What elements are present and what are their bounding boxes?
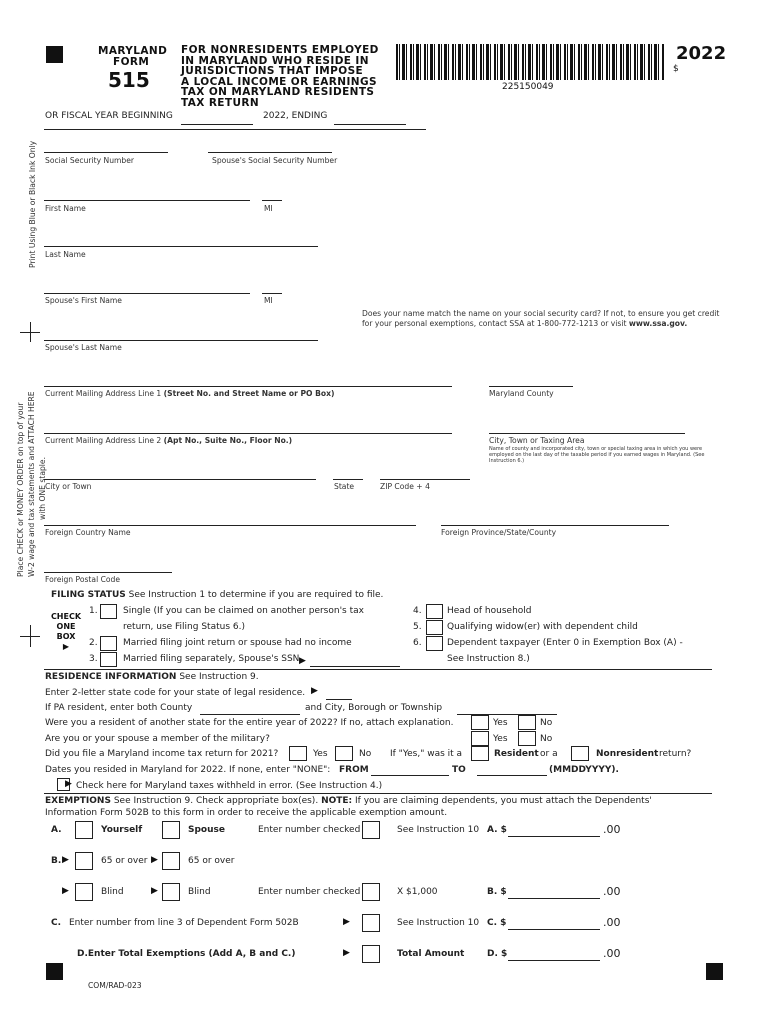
military-no-checkbox[interactable] xyxy=(518,731,536,746)
ssn-label: Social Security Number xyxy=(45,156,135,165)
form-code: COM/RAD-023 xyxy=(88,981,142,990)
filing-status-5-checkbox[interactable] xyxy=(426,620,443,635)
amount-c-cents: .00 xyxy=(603,916,621,929)
section-divider xyxy=(44,669,712,670)
section-divider xyxy=(44,793,712,794)
filing-2-label: Married filing joint return or spouse had no income xyxy=(123,638,352,648)
city-field[interactable] xyxy=(44,479,316,480)
ssa-website: www.ssa.gov. xyxy=(628,319,688,328)
barcode-number: 225150049 xyxy=(502,82,554,92)
last-name-field[interactable] xyxy=(44,246,318,247)
exemption-b-label: B. xyxy=(51,856,62,866)
times-1000-label: X $1,000 xyxy=(397,887,438,897)
form-title xyxy=(181,45,379,108)
crop-mark xyxy=(20,636,40,637)
military-yes-checkbox[interactable] xyxy=(471,731,489,746)
prior-return-yes-checkbox[interactable] xyxy=(289,746,307,761)
foreign-country-label: Foreign Country Name xyxy=(45,528,131,537)
filing-status-1-checkbox[interactable] xyxy=(100,604,117,619)
enter-number-checked-b: Enter number checked xyxy=(258,887,361,897)
filing-status-header xyxy=(51,590,383,600)
check-one-box-note xyxy=(50,612,82,652)
amount-a-cents: .00 xyxy=(603,823,621,836)
spouse-first-name-field[interactable] xyxy=(44,293,250,294)
arrow-icon: ▶ xyxy=(151,886,158,896)
check-note-2: W-2 wage and tax statements and ATTACH HERE xyxy=(27,391,36,577)
title-line: JURISDICTIONS THAT IMPOSE xyxy=(181,65,364,77)
other-state-yes-label: Yes xyxy=(493,718,508,728)
check-note-1: Place CHECK or MONEY ORDER on top of your xyxy=(16,402,25,577)
residence-title: RESIDENCE INFORMATION xyxy=(45,672,177,682)
registration-mark-bottom-left xyxy=(46,963,63,980)
filing-5-number: 5. xyxy=(413,622,422,632)
yourself-label: Yourself xyxy=(101,825,143,835)
city-label: City or Town xyxy=(45,482,92,491)
filing-4-number: 4. xyxy=(413,606,422,616)
check-word: CHECK xyxy=(50,612,82,621)
from-date-field[interactable] xyxy=(371,775,449,776)
nonresident-label: Nonresident xyxy=(596,749,659,759)
exemptions-instruction: See Instruction 9. Check appropriate box(es). xyxy=(113,796,319,806)
amount-d-field[interactable] xyxy=(508,960,600,961)
arrow-icon: ▶ xyxy=(65,779,72,789)
spouse-last-name-label: Spouse's Last Name xyxy=(45,343,122,352)
check-word: BOX xyxy=(56,632,76,641)
spouse-first-name-label: Spouse's First Name xyxy=(45,296,122,305)
exemptions-header xyxy=(45,796,652,806)
first-name-field[interactable] xyxy=(44,200,250,201)
withheld-error-label: Check here for Maryland taxes withheld in error. (See Instruction 4.) xyxy=(76,781,383,791)
title-line: A LOCAL INCOME OR EARNINGS xyxy=(181,75,377,88)
spouse-blind-checkbox[interactable] xyxy=(162,883,180,901)
address-line-2-hint: (Apt No., Suite No., Floor No.) xyxy=(163,436,293,445)
amount-b-field[interactable] xyxy=(508,898,600,899)
self-65-checkbox[interactable] xyxy=(75,852,93,870)
residence-instruction: See Instruction 9. xyxy=(179,672,259,682)
city-taxing-area-label: City, Town or Taxing Area xyxy=(489,436,585,445)
resident-label: Resident xyxy=(494,749,539,759)
ssa-note xyxy=(362,309,719,329)
county-note-line: Name of county and incorporated city, town or special taxing area in which you were xyxy=(489,446,703,452)
registration-mark-bottom-right xyxy=(706,963,723,980)
dependents-label: Enter number from line 3 of Dependent Form 502B xyxy=(69,918,299,928)
arrow-icon: ▶ xyxy=(299,656,306,666)
ending-label: 2022, ENDING xyxy=(263,111,328,121)
to-label: TO xyxy=(452,765,466,775)
crop-mark xyxy=(20,332,40,333)
spouse-checkbox[interactable] xyxy=(162,821,180,839)
self-65-label: 65 or over xyxy=(101,856,148,866)
foreign-postal-field[interactable] xyxy=(44,572,172,573)
check-note-3: with ONE staple. xyxy=(38,457,47,520)
military-yes-label: Yes xyxy=(493,734,508,744)
date-format-label: (MMDDYYYY). xyxy=(549,765,619,775)
spouse-ssn-label: Spouse's Social Security Number xyxy=(212,156,338,165)
filing-5-label: Qualifying widow(er) with dependent child xyxy=(447,622,638,632)
title-line: IN MARYLAND WHO RESIDE IN xyxy=(181,54,369,67)
foreign-postal-label: Foreign Postal Code xyxy=(45,575,121,584)
city-taxing-area-field[interactable] xyxy=(489,433,685,434)
total-exemptions-label: D.Enter Total Exemptions (Add A, B and C.) xyxy=(77,949,296,959)
county-note xyxy=(489,446,704,464)
ink-note: Print Using Blue or Black Ink Only xyxy=(28,140,37,268)
first-name-label: First Name xyxy=(45,204,86,213)
spouse-65-label: 65 or over xyxy=(188,856,235,866)
exemptions-note-label: NOTE: xyxy=(321,796,353,806)
nonresident-checkbox[interactable] xyxy=(571,746,589,761)
spouse-last-name-field[interactable] xyxy=(44,340,318,341)
address-line-1-text: Current Mailing Address Line 1 xyxy=(45,389,162,398)
filing-status-instruction: See Instruction 1 to determine if you are required to file. xyxy=(128,590,384,600)
other-state-no-checkbox[interactable] xyxy=(518,715,536,730)
address-line-2-label xyxy=(45,436,292,445)
amount-d-cents: .00 xyxy=(603,947,621,960)
county-note-line: Instruction 6.) xyxy=(489,458,525,464)
arrow-icon: ▶ xyxy=(343,917,350,927)
self-blind-checkbox[interactable] xyxy=(75,883,93,901)
address-line-2-text: Current Mailing Address Line 2 xyxy=(45,436,162,445)
check-word: ONE xyxy=(56,622,76,631)
state-code-question: Enter 2-letter state code for your state of legal residence. xyxy=(45,688,306,698)
title-line: TAX RETURN xyxy=(181,96,260,109)
amount-c-label: C. $ xyxy=(487,918,507,928)
arrow-icon: ▶ xyxy=(62,642,70,651)
header-rule xyxy=(44,129,426,130)
zip-label: ZIP Code + 4 xyxy=(380,482,430,491)
count-c-field[interactable] xyxy=(362,914,380,932)
county-note-line: employed on the last day of the taxable period if you earned wages in Maryland. (See xyxy=(489,452,705,458)
fiscal-year-label: OR FISCAL YEAR BEGINNING xyxy=(45,111,173,121)
spouse-mi-label: MI xyxy=(264,296,273,305)
other-state-no-label: No xyxy=(540,718,553,728)
spouse-ssn-separate-field[interactable] xyxy=(310,666,400,667)
state-code-field[interactable] xyxy=(326,699,352,700)
filing-3-number: 3. xyxy=(89,654,98,664)
enter-number-checked-a: Enter number checked xyxy=(258,825,361,835)
ssa-note-line: for your personal exemptions, contact SSA at 1-800-772-1213 or visit xyxy=(362,319,627,328)
address-line-1-label xyxy=(45,389,335,398)
residence-header xyxy=(45,672,259,682)
exemptions-note-cont: Information Form 502B to this form in order to receive the applicable exemption amount. xyxy=(45,808,448,818)
self-blind-label: Blind xyxy=(101,887,124,897)
state-field[interactable] xyxy=(333,479,363,480)
address-line-2-field[interactable] xyxy=(44,433,452,434)
arrow-icon: ▶ xyxy=(151,855,158,865)
address-line-1-hint: (Street No. and Street Name or PO Box) xyxy=(163,389,335,398)
count-d-field[interactable] xyxy=(362,945,380,963)
fiscal-end-line[interactable] xyxy=(334,124,406,125)
filing-1-label-cont: return, use Filing Status 6.) xyxy=(123,622,245,632)
foreign-province-field[interactable] xyxy=(441,525,669,526)
filing-3-label: Married filing separately, Spouse's SSN xyxy=(123,654,300,664)
resident-checkbox[interactable] xyxy=(471,746,489,761)
filing-2-number: 2. xyxy=(89,638,98,648)
amount-d-label: D. $ xyxy=(487,949,508,959)
see-instruction-10-a: See Instruction 10 xyxy=(397,825,480,835)
spouse-mi-field[interactable] xyxy=(262,293,282,294)
amount-a-label: A. $ xyxy=(487,825,507,835)
spouse-label: Spouse xyxy=(188,825,225,835)
exemptions-title: EXEMPTIONS xyxy=(45,796,111,806)
foreign-province-label: Foreign Province/State/County xyxy=(441,528,557,537)
exemption-a-label: A. xyxy=(51,825,62,835)
barcode xyxy=(396,44,664,80)
dates-resided-question: Dates you resided in Maryland for 2022. If none, enter "NONE": xyxy=(45,765,331,775)
state-name: MARYLAND xyxy=(98,45,168,57)
amount-c-field[interactable] xyxy=(508,929,600,930)
filing-4-label: Head of household xyxy=(447,606,532,616)
military-question: Are you or your spouse a member of the military? xyxy=(45,734,270,744)
title-line: FOR NONRESIDENTS EMPLOYED xyxy=(181,44,379,56)
other-state-question: Were you a resident of another state for the entire year of 2022? If no, attach explanation. xyxy=(45,718,454,728)
foreign-country-field[interactable] xyxy=(44,525,416,526)
spouse-blind-label: Blind xyxy=(188,887,211,897)
last-name-label: Last Name xyxy=(45,250,86,259)
mi-field[interactable] xyxy=(262,200,282,201)
spouse-65-checkbox[interactable] xyxy=(162,852,180,870)
arrow-icon: ▶ xyxy=(62,855,69,865)
pa-county-question: If PA resident, enter both County xyxy=(45,703,193,713)
pa-county-field[interactable] xyxy=(200,714,300,715)
amount-a-field[interactable] xyxy=(508,836,600,837)
filing-6-label: Dependent taxpayer (Enter 0 in Exemption Box (A) - xyxy=(447,638,683,648)
pa-city-question: and City, Borough or Township xyxy=(305,703,443,713)
count-a-field[interactable] xyxy=(362,821,380,839)
arrow-icon: ▶ xyxy=(62,886,69,896)
amount-b-cents: .00 xyxy=(603,885,621,898)
to-date-field[interactable] xyxy=(477,775,547,776)
address-line-1-field[interactable] xyxy=(44,386,452,387)
filing-6-number: 6. xyxy=(413,638,422,648)
form-label: FORM xyxy=(113,56,150,68)
maryland-county-field[interactable] xyxy=(489,386,573,387)
mi-label: MI xyxy=(264,204,273,213)
from-label: FROM xyxy=(339,765,369,775)
or-a-label: or a xyxy=(540,749,558,759)
state-label: State xyxy=(334,482,355,491)
registration-mark-top-left xyxy=(46,46,63,63)
filing-1-label: Single (If you can be claimed on another person's tax xyxy=(123,606,364,616)
title-line: TAX ON MARYLAND RESIDENTS xyxy=(181,86,375,98)
filing-status-4-checkbox[interactable] xyxy=(426,604,443,619)
count-b-field[interactable] xyxy=(362,883,380,901)
arrow-icon: ▶ xyxy=(343,948,350,958)
see-instruction-10-c: See Instruction 10 xyxy=(397,918,480,928)
maryland-county-label: Maryland County xyxy=(489,389,554,398)
total-amount-label: Total Amount xyxy=(397,949,465,959)
yourself-checkbox[interactable] xyxy=(75,821,93,839)
tax-year: 2022 xyxy=(676,43,727,64)
filing-status-6-checkbox[interactable] xyxy=(426,636,443,651)
other-state-yes-checkbox[interactable] xyxy=(471,715,489,730)
prior-return-no-checkbox[interactable] xyxy=(335,746,353,761)
exemption-c-label: C. xyxy=(51,918,62,928)
ssa-note-line: Does your name match the name on your social security card? If not, to ensure you get credit xyxy=(362,309,720,318)
exemptions-note: If you are claiming dependents, you must attach the Dependents' xyxy=(355,796,652,806)
dollar-sign: $ xyxy=(673,64,679,74)
return-question-end: return? xyxy=(659,749,692,759)
prior-return-question: Did you file a Maryland income tax return for 2021? xyxy=(45,749,279,759)
fiscal-begin-line[interactable] xyxy=(181,124,253,125)
prior-return-yes-label: Yes xyxy=(313,749,328,759)
filing-6-label-cont: See Instruction 8.) xyxy=(447,654,530,664)
amount-b-label: B. $ xyxy=(487,887,507,897)
filing-status-title: FILING STATUS xyxy=(51,590,126,600)
form-number: 515 xyxy=(108,68,150,92)
filing-status-2-checkbox[interactable] xyxy=(100,636,117,651)
zip-field[interactable] xyxy=(380,479,470,480)
filing-status-3-checkbox[interactable] xyxy=(100,652,117,667)
filing-1-number: 1. xyxy=(89,606,98,616)
prior-return-no-label: No xyxy=(359,749,372,759)
ssn-field[interactable] xyxy=(44,152,168,153)
spouse-ssn-field[interactable] xyxy=(208,152,332,153)
arrow-icon: ▶ xyxy=(311,686,318,696)
prior-return-type-question: If "Yes," was it a xyxy=(390,749,463,759)
military-no-label: No xyxy=(540,734,553,744)
